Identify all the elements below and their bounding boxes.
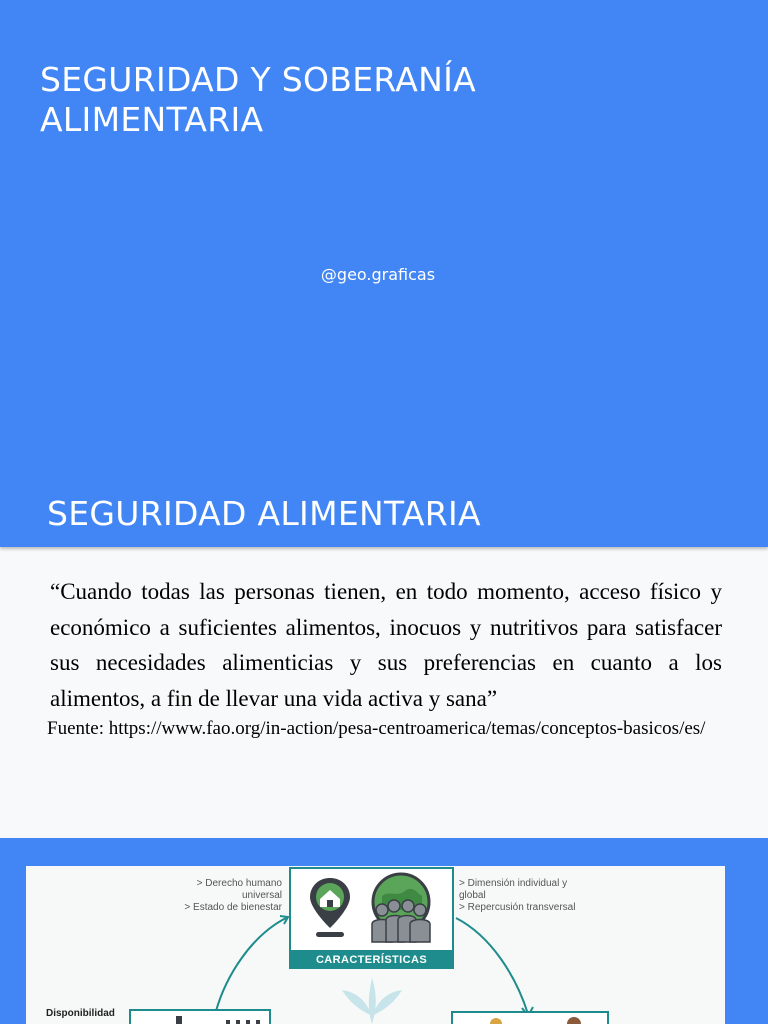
slide-title [0,0,768,456]
characteristics-label: CARACTERÍSTICAS [315,954,428,966]
plant-icon [342,978,402,1024]
slide-title-heading: SEGURIDAD Y SOBERANÍA ALIMENTARIA [40,60,477,139]
slide-heading: SEGURIDAD ALIMENTARIA [47,494,481,533]
arc-left-arrow [216,918,286,1011]
right-note-line-1: > Dimensión individual y [459,878,568,889]
left-note-line-3: > Estado de bienestar [184,902,282,913]
infographic-drawing [26,866,725,1024]
slide-seguridad-alimentaria [0,456,768,838]
right-note-line-2: global [459,890,486,901]
source-citation: Fuente: https://www.fao.org/in-action/pesa-centroamerica/temas/conceptos-basicos/es/ [47,718,706,739]
left-note-line-2: universal [241,890,282,901]
availability-label: Disponibilidad [46,1008,115,1019]
slide-header-band [0,456,768,547]
right-note-line-3: > Repercusión transversal [459,902,576,913]
slide-infographic [0,838,768,1024]
left-note-line-1: > Derecho humano [196,878,282,889]
slide-subtitle: @geo.graficas [320,265,436,284]
bottom-right-box [452,1012,608,1024]
globe-people-icon [372,874,430,942]
infographic-image [26,866,725,1024]
arc-right-arrow [456,918,528,1014]
definition-quote: “Cuando todas las personas tienen, en todo momento, acceso físico y económico a suficientes alimentos, inocuos y nutritivos para satisfacer sus necesidades alimenticias y sus preferencias en cuanto a los alimentos, a fin de llevar una vida activa y sana” [50,579,722,711]
